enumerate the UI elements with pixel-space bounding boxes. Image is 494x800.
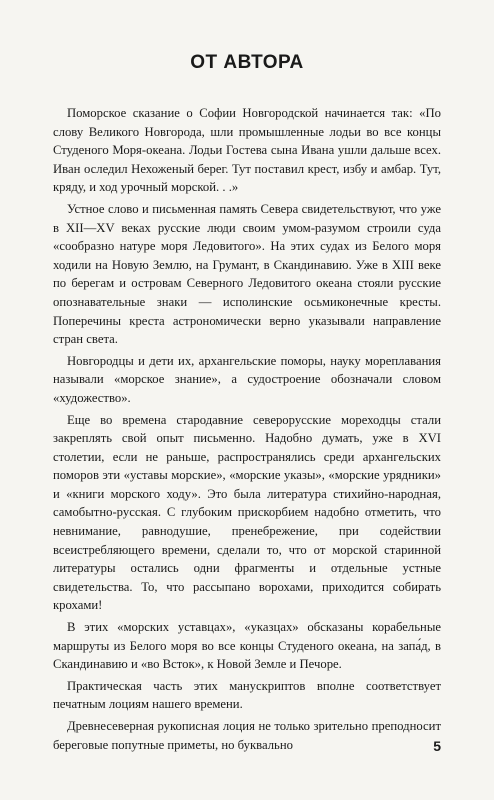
page-number: 5	[433, 738, 441, 754]
paragraph: В этих «морских уставцах», «указцах» обсказаны корабельные маршруты из Белого моря во все концы Студеного океана, на запа́д, в Скандинавию и «во Вcток», к Новой Земле и Печоре.	[53, 620, 441, 672]
paragraph: Новгородцы и дети их, архангельские поморы, науку мореплавания называли «морское знание», а судостроение обозначали словом «художество».	[53, 353, 441, 405]
body-text	[53, 104, 441, 757]
paragraph: Практическая часть этих манускриптов вполне соответствует печатным лоциям нашего времени.	[53, 678, 441, 712]
page-title: ОТ АВТОРА	[190, 52, 304, 73]
paragraph: Древнесеверная рукописная лоция не только зрительно преподносит береговые попутные приметы, но буквально	[53, 719, 441, 752]
paragraph: Еще во времена стародавние северорусские мореходцы стали закреплять свой опыт письменно. Надобно думать, уже в XVI столетии, если не раньше, распространялись среди архангельских поморов эти «уставы морские», «морские указы», «морские урядники» и «книги морского ходу». Это была литература стихийно-народная, самобытно-русская. С глубоким прискорбием надобно отметить, что невнимание, равнодушие, пренебрежение, при содействии всеистребляющего времени, сделали то, что от морской старинной литературы остались одни фрагменты и отдельные устные свидетельства. То, что рассыпано ворохами, приходится собирать крохами!	[53, 412, 441, 613]
paragraph: Устное слово и письменная память Севера свидетельствуют, что уже в XII—XV веках русские люди своим умом-разумом строили суда «сообразно натуре моря Ледовитого». На этих судах из Белого моря ходили на Новую Землю, на Грумант, в Скандинавию. Уже в XIII веке по берегам и островам Северного Ледовитого океана стояли русские опознавательные знаки — исполинские осьмиконечные кресты. Поперечины креста астрономически верно указывали направление стран света.	[53, 201, 441, 347]
paragraph: Поморское сказание о Софии Новгородской начинается так: «По слову Великого Новгорода, шли промышленные лодьи во все концы Студеного Моря-океана. Лодьи Гостева сына Ивана ушли дальше всех. Иван оследил Нехоженый берег. Тут поставил крест, избу и амбар. Тут, кряду, и ход урочный морской. . .»	[53, 106, 441, 195]
